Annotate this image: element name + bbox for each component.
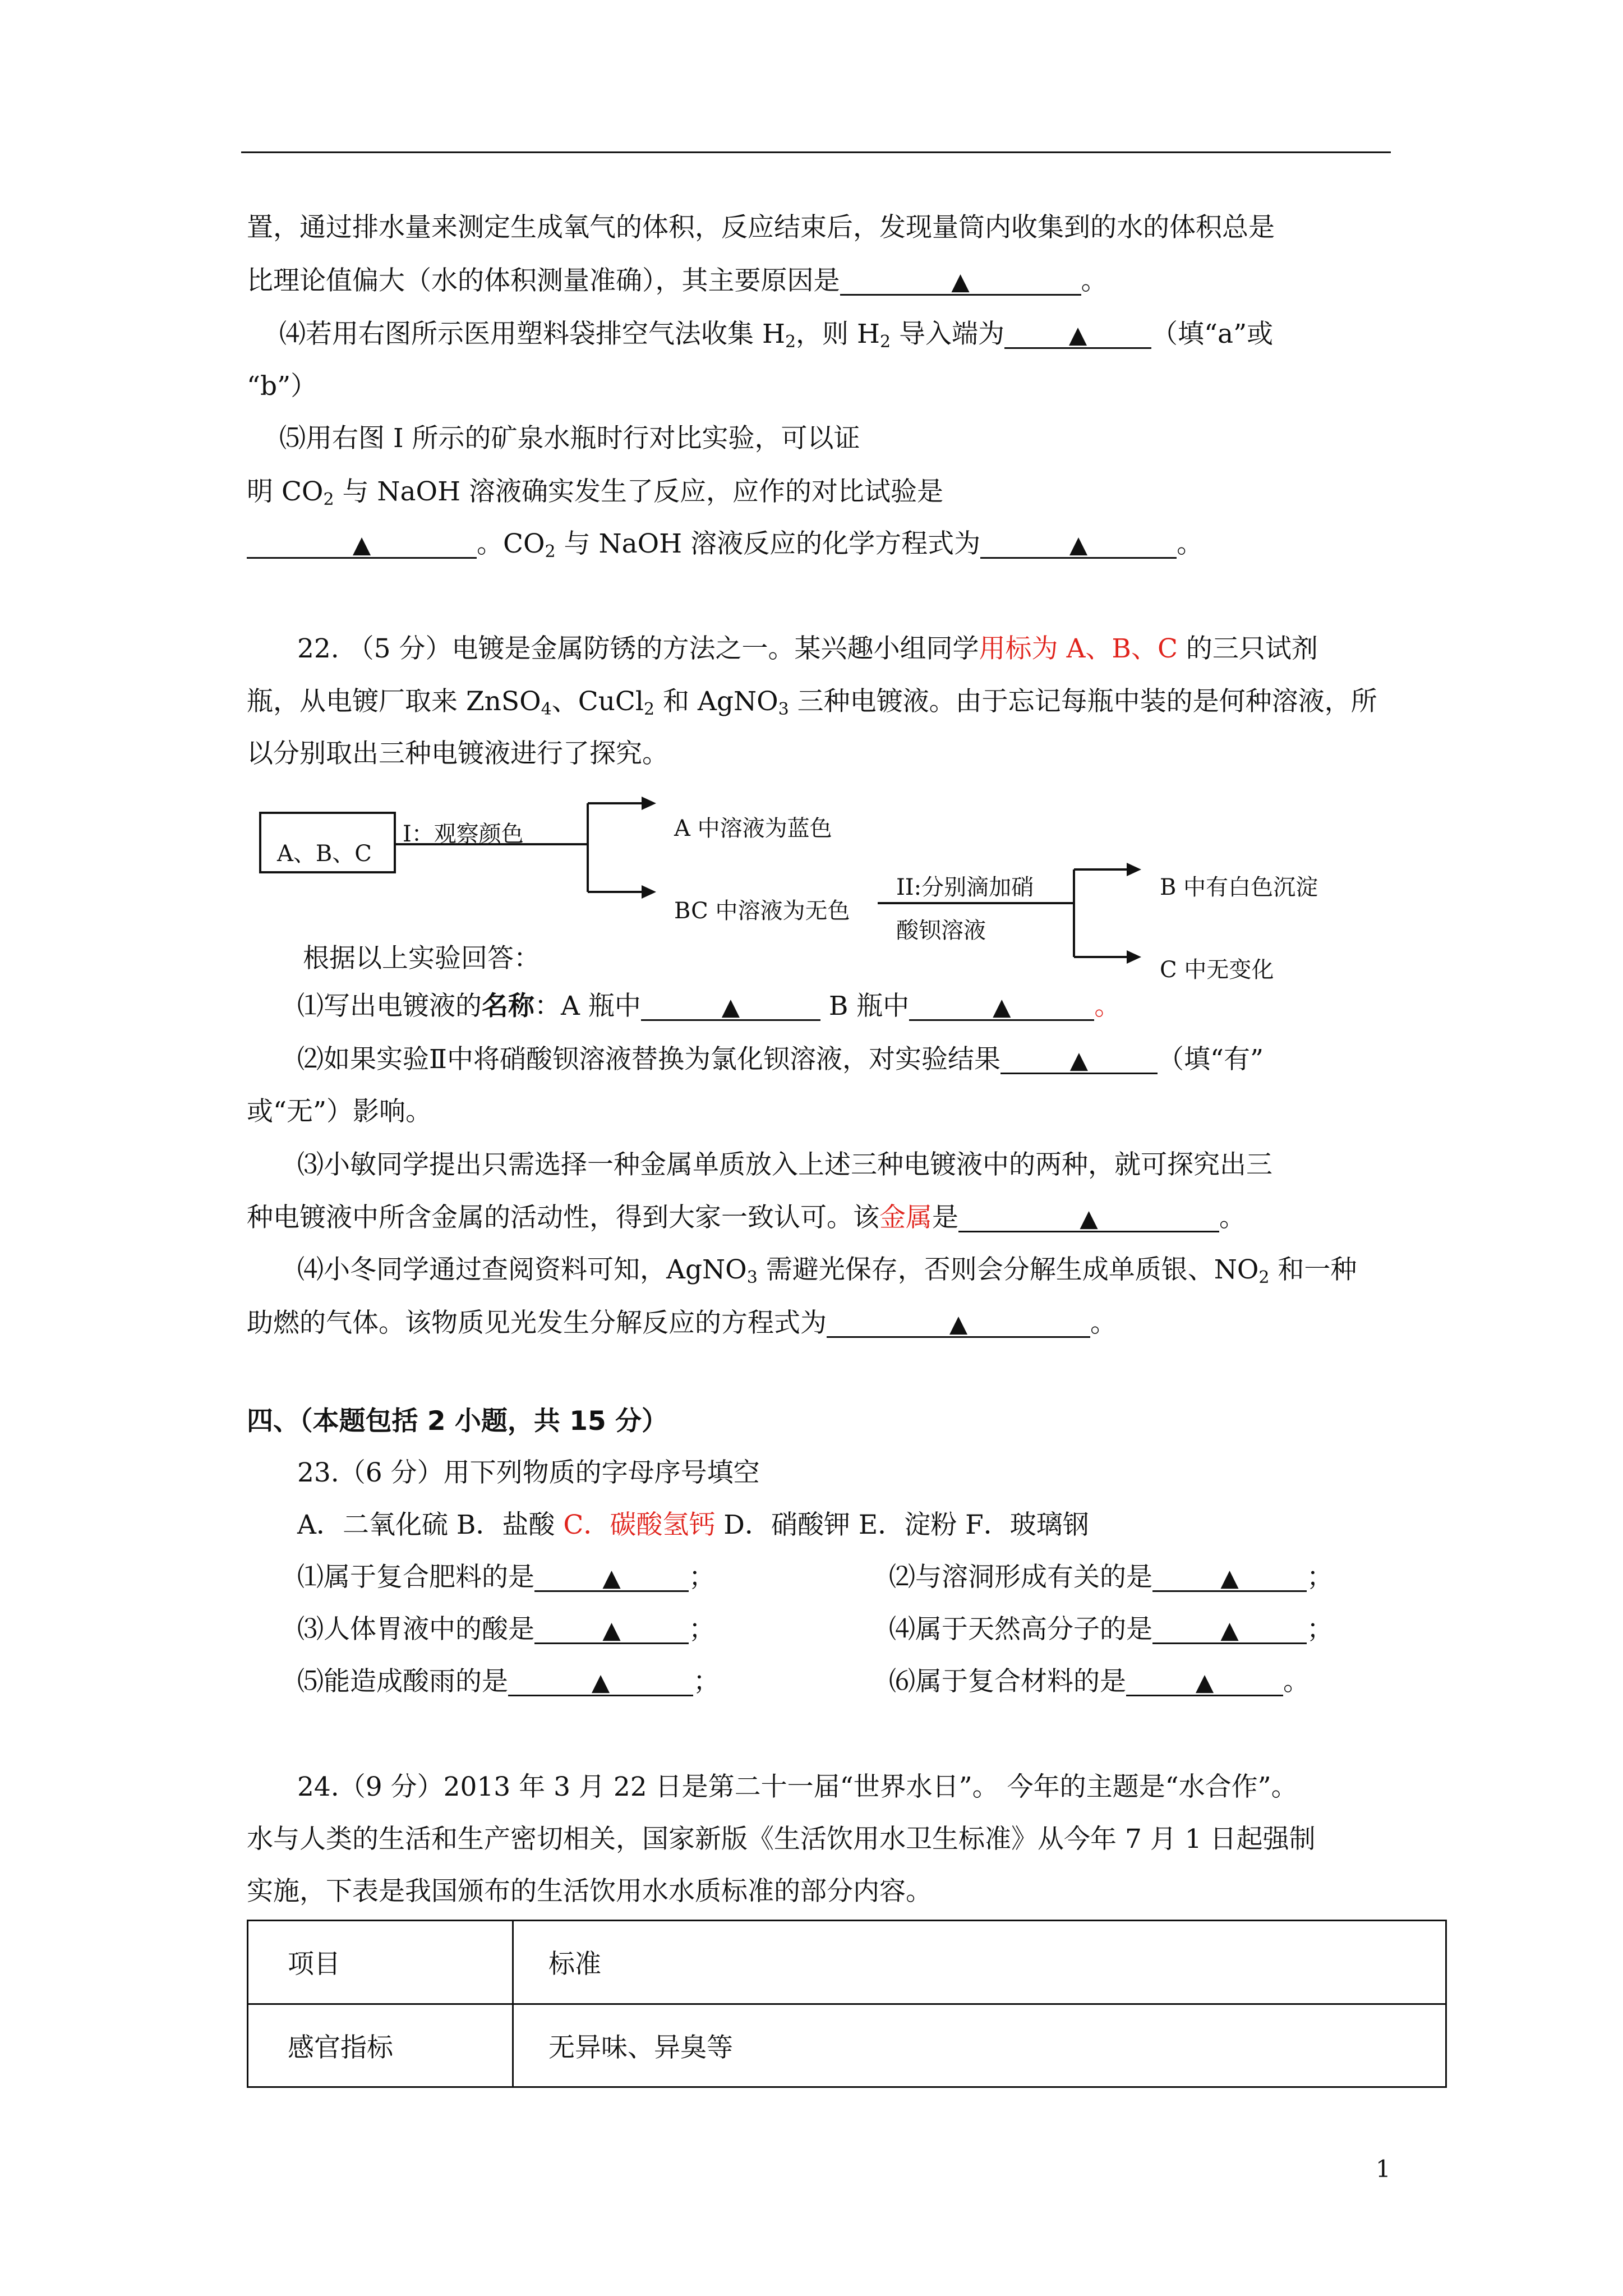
flow-step1: I：观察颜色 [403,821,524,847]
table-header-item: 项目 [288,1949,340,1980]
q22-part1: ⑴写出电镀液的名称：A 瓶中▲ B 瓶中▲ 。 [297,993,1121,1021]
answer-blank[interactable] [1152,1616,1307,1644]
q23-item-5: ⑸能造成酸雨的是▲ ； [297,1668,720,1696]
flow-step2-line1: II:分别滴加硝 [896,875,1034,900]
flow-step2-line2: 酸钡溶液 [896,918,986,944]
flow-result-a: A 中溶液为蓝色 [674,816,832,841]
q22-part3: ⑶小敏同学提出只需选择一种金属单质放入上述三种电镀液中的两种，就可探究出三 [297,1149,1272,1180]
q22-part4-cont: 助燃的气体。该物质见光发生分解反应的方程式为▲ 。 [247,1310,1117,1338]
q24-line2: 水与人类的生活和生产密切相关，国家新版《生活饮用水卫生标准》从今年 7 月 1 日起强制 [247,1824,1316,1855]
table-cell-standard: 无异味、异臭等 [548,2032,733,2063]
q24-line1: 24.（9 分）2013 年 3 月 22 日是第二十一届“世界水日”。 今年的主题是“水合作”。 [297,1772,1298,1802]
answer-blank[interactable] [909,993,1094,1021]
q21-part5: ⑸用右图 I 所示的矿泉水瓶时行对比实验，可以证 [279,423,860,454]
flow-result-c: C 中无变化 [1160,957,1274,983]
flow-result-b: B 中有白色沉淀 [1160,875,1318,900]
answer-blank[interactable] [1000,1046,1158,1074]
flow-arrows [0,0,1623,1010]
q21-part5-line2: 明 $CO_2$ 与 NaOH 溶液确实发生了反应，应作的对比试验是 [247,476,944,509]
page-number: 1 [1376,2155,1391,2183]
q22-part3-cont: 种电镀液中所含金属的活动性，得到大家一致认可。该金属是▲ 。 [247,1204,1246,1232]
table-col-divider [512,1921,514,2086]
q22-part2-cont: 或“无”）影响。 [247,1096,432,1127]
q21-part4: ⑷若用右图所示医用塑料袋排空气法收集 $H_2$，则 $H_2$ 导入端为▲ （填“a”或 [279,321,1273,349]
q22-part2: ⑵如果实验Ⅱ中将硝酸钡溶液替换为氯化钡溶液，对实验结果▲ （填“有” [297,1046,1264,1074]
q24-line3: 实施，下表是我国颁布的生活饮用水水质标准的部分内容。 [247,1876,932,1907]
flow-result-bc: BC 中溶液为无色 [674,898,850,924]
flow-box-label: A、B、C [277,841,372,867]
q22-answer-intro: 根据以上实验回答： [303,943,540,974]
table-row-divider [248,2003,1445,2005]
answer-blank[interactable] [1152,1564,1307,1592]
q23-options: A．二氧化硫 B．盐酸 C．碳酸氢钙 D．硝酸钾 E．淀粉 F．玻璃钢 [297,1510,1089,1540]
q23-item-6: ⑹属于复合材料的是▲ 。 [889,1668,1310,1696]
q21-line1: 置，通过排水量来测定生成氧气的体积，反应结束后，发现量筒内收集到的水的体积总是 [247,212,1275,243]
q23-item-4: ⑷属于天然高分子的是▲ ； [889,1616,1333,1644]
q23-item-1: ⑴属于复合肥料的是▲ ； [297,1564,715,1592]
q22-part4: ⑷小冬同学通过查阅资料可知，AgNO$_3$ 需避光保存，否则会分解生成单质银、$NO_2$ 和一种 [297,1254,1357,1287]
table-header-standard: 标准 [548,1949,601,1980]
q21-part5-line3: ▲。$CO_2$ 与 NaOH 溶液反应的化学方程式为▲ 。 [247,531,1203,559]
q23-item-3: ⑶人体胃液中的酸是▲ ； [297,1616,715,1644]
standards-table [247,1920,1447,2088]
answer-blank[interactable] [1126,1668,1283,1696]
table-cell-item: 感官指标 [288,2032,393,2063]
answer-blank[interactable] [534,1564,689,1592]
answer-blank[interactable] [641,993,820,1021]
q21-line2: 比理论值偏大（水的体积测量准确），其主要原因是▲ 。 [247,268,1108,296]
section-heading: 四、（本题包括 2 小题，共 15 分） [247,1406,668,1437]
answer-blank[interactable] [827,1310,1090,1338]
answer-blank[interactable] [534,1616,689,1644]
answer-blank[interactable] [508,1668,693,1696]
q23-item-2: ⑵与溶洞形成有关的是▲ ； [889,1564,1333,1592]
q21-part4-cont: “b”） [247,371,317,402]
q22-line3: 以分别取出三种电镀液进行了探究。 [247,738,668,769]
q22-line2: 瓶，从电镀厂取来 ZnSO$_4$、CuCl$_2$ 和 AgNO$_3$ 三种电镀液。由于忘记每瓶中装的是何种溶液，所 [247,686,1377,719]
q23-intro: 23.（6 分）用下列物质的字母序号填空 [297,1457,760,1488]
q22-intro: 22. （5 分）电镀是金属防锈的方法之一。某兴趣小组同学用标为 A、B、C 的三只试剂 [297,633,1318,664]
answer-blank[interactable] [958,1204,1219,1232]
